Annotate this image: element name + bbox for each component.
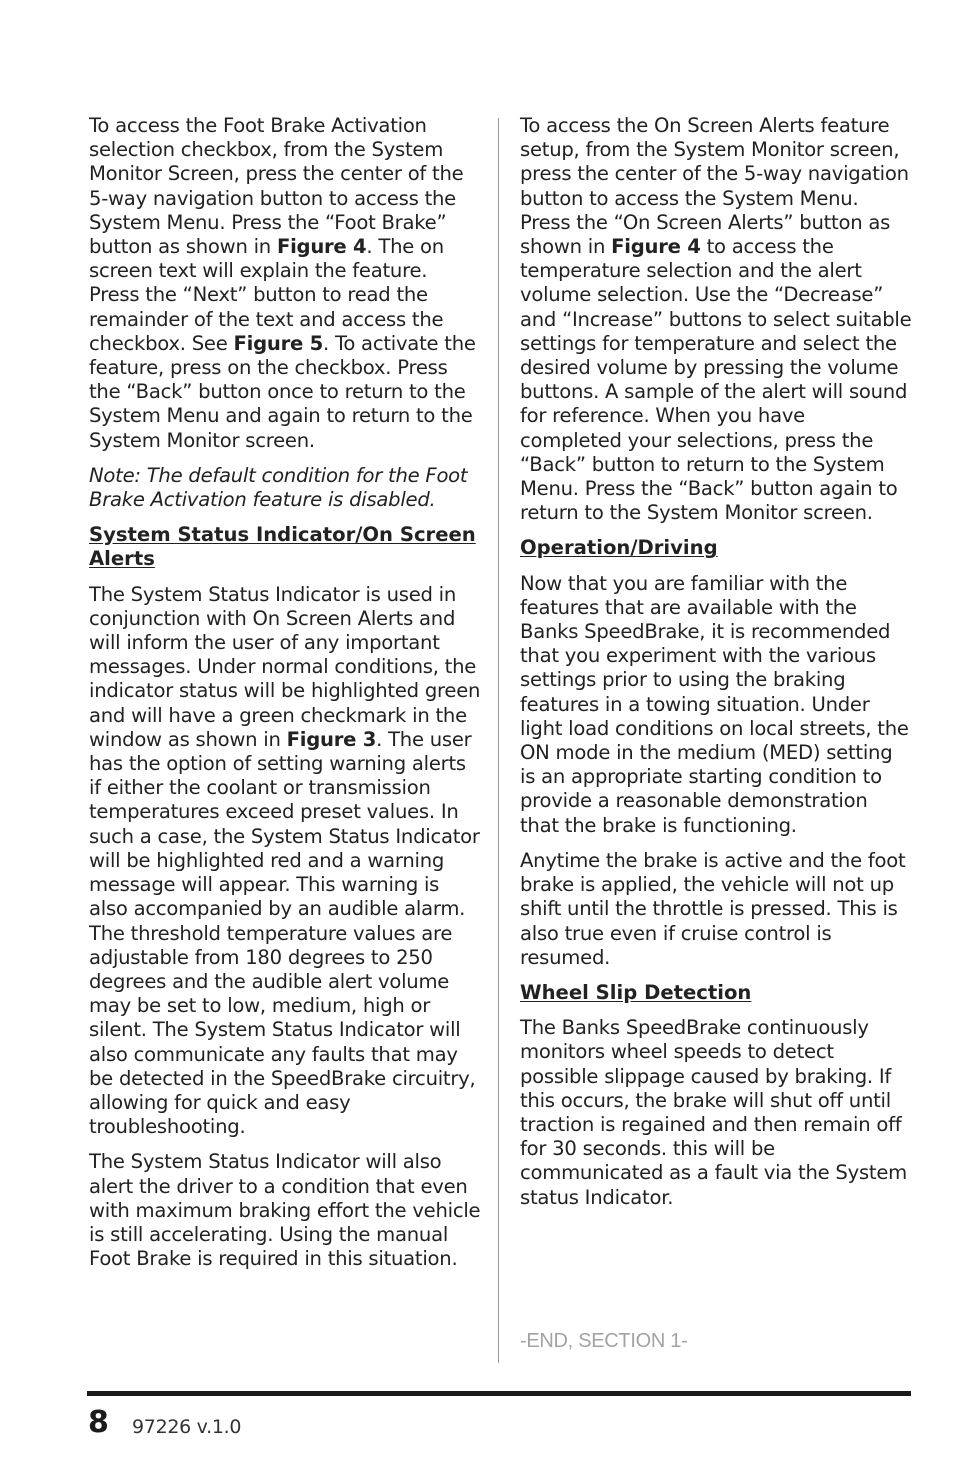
figure-reference: Figure 5 bbox=[233, 331, 323, 355]
end-of-section-marker: -END, SECTION 1- bbox=[520, 1330, 688, 1352]
column-divider bbox=[498, 118, 499, 1363]
right-column bbox=[520, 114, 912, 1221]
status-indicator-description bbox=[89, 583, 481, 1140]
section-heading-status-indicator: System Status Indicator/On Screen Alerts bbox=[89, 523, 476, 571]
text-run: To access the On Screen Alerts feature setup, from the System Monitor screen, press the center of the 5-way navigation button to access the System Menu. Press the “On Screen Alerts” button as shown in bbox=[520, 114, 909, 259]
acceleration-warning-paragraph: The System Status Indicator will also alert the driver to a condition that even with maximum braking effort the vehicle is still accelerating. Using the manual Foot Brake is required in this situation. bbox=[89, 1150, 481, 1271]
document-code: 97226 v.1.0 bbox=[132, 1416, 242, 1438]
foot-brake-instructions bbox=[89, 114, 481, 453]
section-heading-wheel-slip: Wheel Slip Detection bbox=[520, 980, 752, 1004]
section-heading-operation: Operation/Driving bbox=[520, 536, 718, 560]
figure-reference: Figure 3 bbox=[286, 727, 377, 751]
operation-paragraph: Now that you are familiar with the features that are available with the Banks SpeedBrake, it is recommended that you experiment with the various settings prior to using the braking features in a towing situation. Under light load conditions on local streets, the ON mode in the medium (MED) setting is an appropriate starting condition to provide a reasonable demonstration that the brake is functioning. bbox=[520, 571, 909, 837]
figure-reference: Figure 4 bbox=[611, 235, 701, 259]
text-run: The System Status Indicator is used in conjunction with On Screen Alerts and will inform the user of any important messages. Under normal conditions, the indicator status will be highlighted green and will have a green checkmark in the window as shown in bbox=[89, 582, 481, 751]
footer-rule bbox=[87, 1391, 911, 1396]
on-screen-alerts-instructions bbox=[520, 114, 912, 525]
upshift-paragraph: Anytime the brake is active and the foot brake is applied, the vehicle will not up shift until the throttle is pressed. This is also true even if cruise control is resumed. bbox=[520, 848, 906, 969]
text-run: To access the Foot Brake Activation selection checkbox, from the System Monitor Screen, press the center of the 5-way navigation button to access the System Menu. Press the “Foot Brake” button as shown in bbox=[89, 114, 464, 259]
text-run: . The user has the option of setting warning alerts if either the coolant or transmission temperatures exceed preset values. In such a case, the System Status Indicator will be highlighted red and a warning message will appear. This warning is also accompanied by an audible alarm. The threshold temperature values are adjustable from 180 degrees to 250 degrees and the audible alert volume may be set to low, medium, high or silent. The System Status Indicator will also communicate any faults that may be detected in the SpeedBrake circuitry, allowing for quick and easy troubleshooting. bbox=[89, 727, 480, 1139]
text-run: . To activate the feature, press on the checkbox. Press the “Back” button once to return to the System Menu and again to return to the System Monitor screen. bbox=[89, 331, 476, 452]
default-condition-note: Note: The default condition for the Foot Brake Activation feature is disabled. bbox=[89, 463, 468, 512]
wheel-slip-paragraph: The Banks SpeedBrake continuously monitors wheel speeds to detect possible slippage caused by braking. If this occurs, the brake will shut off until traction is regained and then remain off for 30 seconds. this will be communicated as a fault via the System status Indicator. bbox=[520, 1016, 907, 1209]
left-column bbox=[89, 114, 481, 1282]
page-number: 8 bbox=[88, 1405, 109, 1440]
text-run: . The on screen text will explain the feature. Press the “Next” button to read the remainder of the text and access the checkbox. See bbox=[89, 235, 444, 355]
text-run: to access the temperature selection and the alert volume selection. Use the “Decrease” and “Increase” buttons to select suitable settings for temperature and select the desired volume by pressing the volume buttons. A sample of the alert will sound for reference. When you have completed your selections, press the “Back” button to return to the System Menu. Press the “Back” button again to return to the System Monitor screen. bbox=[520, 235, 912, 525]
figure-reference: Figure 4 bbox=[276, 235, 367, 259]
